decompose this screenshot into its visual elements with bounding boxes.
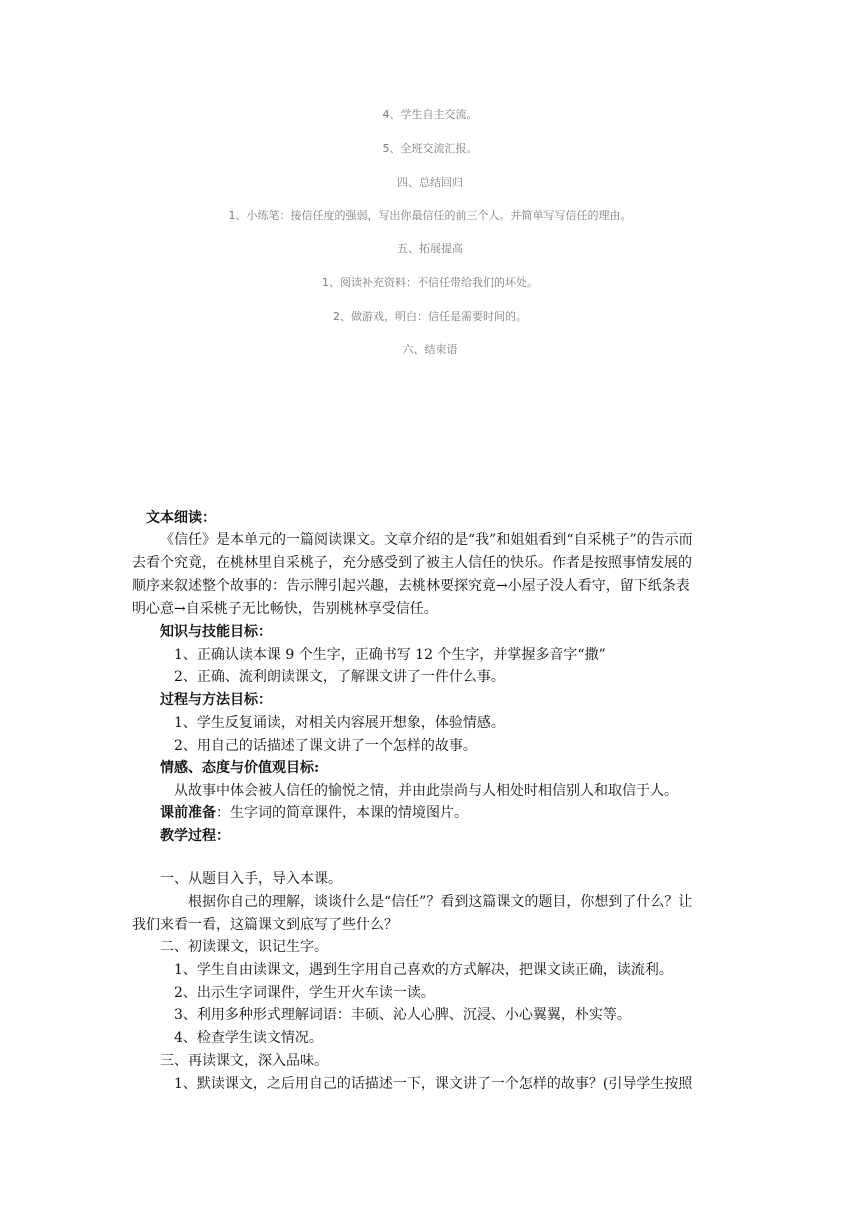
knowledge-goal-title: 知识与技能目标： — [160, 624, 272, 640]
process-goal-1: 1、学生反复诵读，对相关内容展开想象，体验情感。 — [174, 715, 505, 731]
step-2-item-1: 1、学生自由读课文，遇到生字用自己喜欢的方式解决，把课文读正确，读流利。 — [174, 962, 673, 978]
process-goal-title: 过程与方法目标： — [160, 692, 272, 708]
knowledge-goal-2: 2、正确、流利朗读课文，了解课文讲了一件什么事。 — [174, 669, 505, 685]
practice-line: 1、小练笔：接信任度的强弱，写出你最信任的前三个人。并简单写写信任的理由。 — [228, 209, 632, 222]
section-6-heading: 六、结束语 — [402, 343, 458, 356]
teaching-process-heading: 教学过程： — [160, 828, 230, 844]
step-1-title: 一、从题目入手，导入本课。 — [160, 871, 342, 887]
reading-paragraph-line-3: 顺序来叙述整个故事的：告示牌引起兴趣，去桃林要探究竟→小屋子没人看守，留下纸条表 — [132, 578, 690, 594]
step-2-item-4: 4、检查学生读文情况。 — [174, 1030, 323, 1046]
step-2-title: 二、初读课文，识记生字。 — [160, 939, 328, 955]
reading-paragraph-line-1: 《信任》是本单元的一篇阅读课文。文章介绍的是“我”和姐姐看到“自采桃子”的告示而 — [160, 532, 693, 548]
step-3-title: 三、再读课文，深入品味。 — [160, 1053, 328, 1069]
reading-paragraph-line-2: 去看个究竟，在桃林里自采桃子，充分感受到了被主人信任的快乐。作者是按照事情发展的 — [132, 555, 692, 571]
step-5-line: 5、全班交流汇报。 — [382, 142, 478, 155]
knowledge-goal-1: 1、正确认读本课 9 个生字，正确书写 12 个生字，并掌握多音字“撒” — [174, 647, 606, 663]
step-2-item-3: 3、利用多种形式理解词语：丰硕、沁人心脾、沉浸、小心翼翼，朴实等。 — [174, 1007, 631, 1023]
supplement-line: 1、阅读补充资料：不信任带给我们的坏处。 — [322, 276, 538, 289]
reading-paragraph-line-4: 明心意→自采桃子无比畅快，告别桃林享受信任。 — [132, 601, 438, 617]
step-1-line-2: 我们来看一看，这篇课文到底写了些什么？ — [132, 917, 398, 933]
game-line: 2、做游戏，明白：信任是需要时间的。 — [333, 310, 527, 323]
step-1-line-1: 根据你自己的理解，谈谈什么是“信任”？看到这篇课文的题目，你想到了什么？让 — [188, 894, 693, 910]
step-3-item-1: 1、默读课文，之后用自己的话描述一下，课文讲了一个怎样的故事？(引导学生按照 — [174, 1076, 693, 1092]
preparation-text: ：生字词的简章课件，本课的情境图片。 — [216, 805, 468, 821]
section-5-heading: 五、拓展提高 — [397, 242, 463, 255]
step-4-line: 4、学生自主交流。 — [382, 108, 478, 121]
emotion-goal-1: 从故事中体会被人信任的愉悦之情，并由此崇尚与人相处时相信别人和取信于人。 — [174, 783, 678, 799]
process-goal-2: 2、用自己的话描述了课文讲了一个怎样的故事。 — [174, 738, 477, 754]
section-4-heading: 四、总结回归 — [397, 176, 463, 189]
step-2-item-2: 2、出示生字词课件，学生开火车读一读。 — [174, 985, 435, 1001]
preparation-label: 课前准备 — [160, 805, 216, 821]
reading-title: 文本细读： — [146, 510, 216, 526]
emotion-goal-title: 情感、态度与价值观目标: — [160, 760, 320, 776]
preparation-line — [160, 804, 468, 822]
